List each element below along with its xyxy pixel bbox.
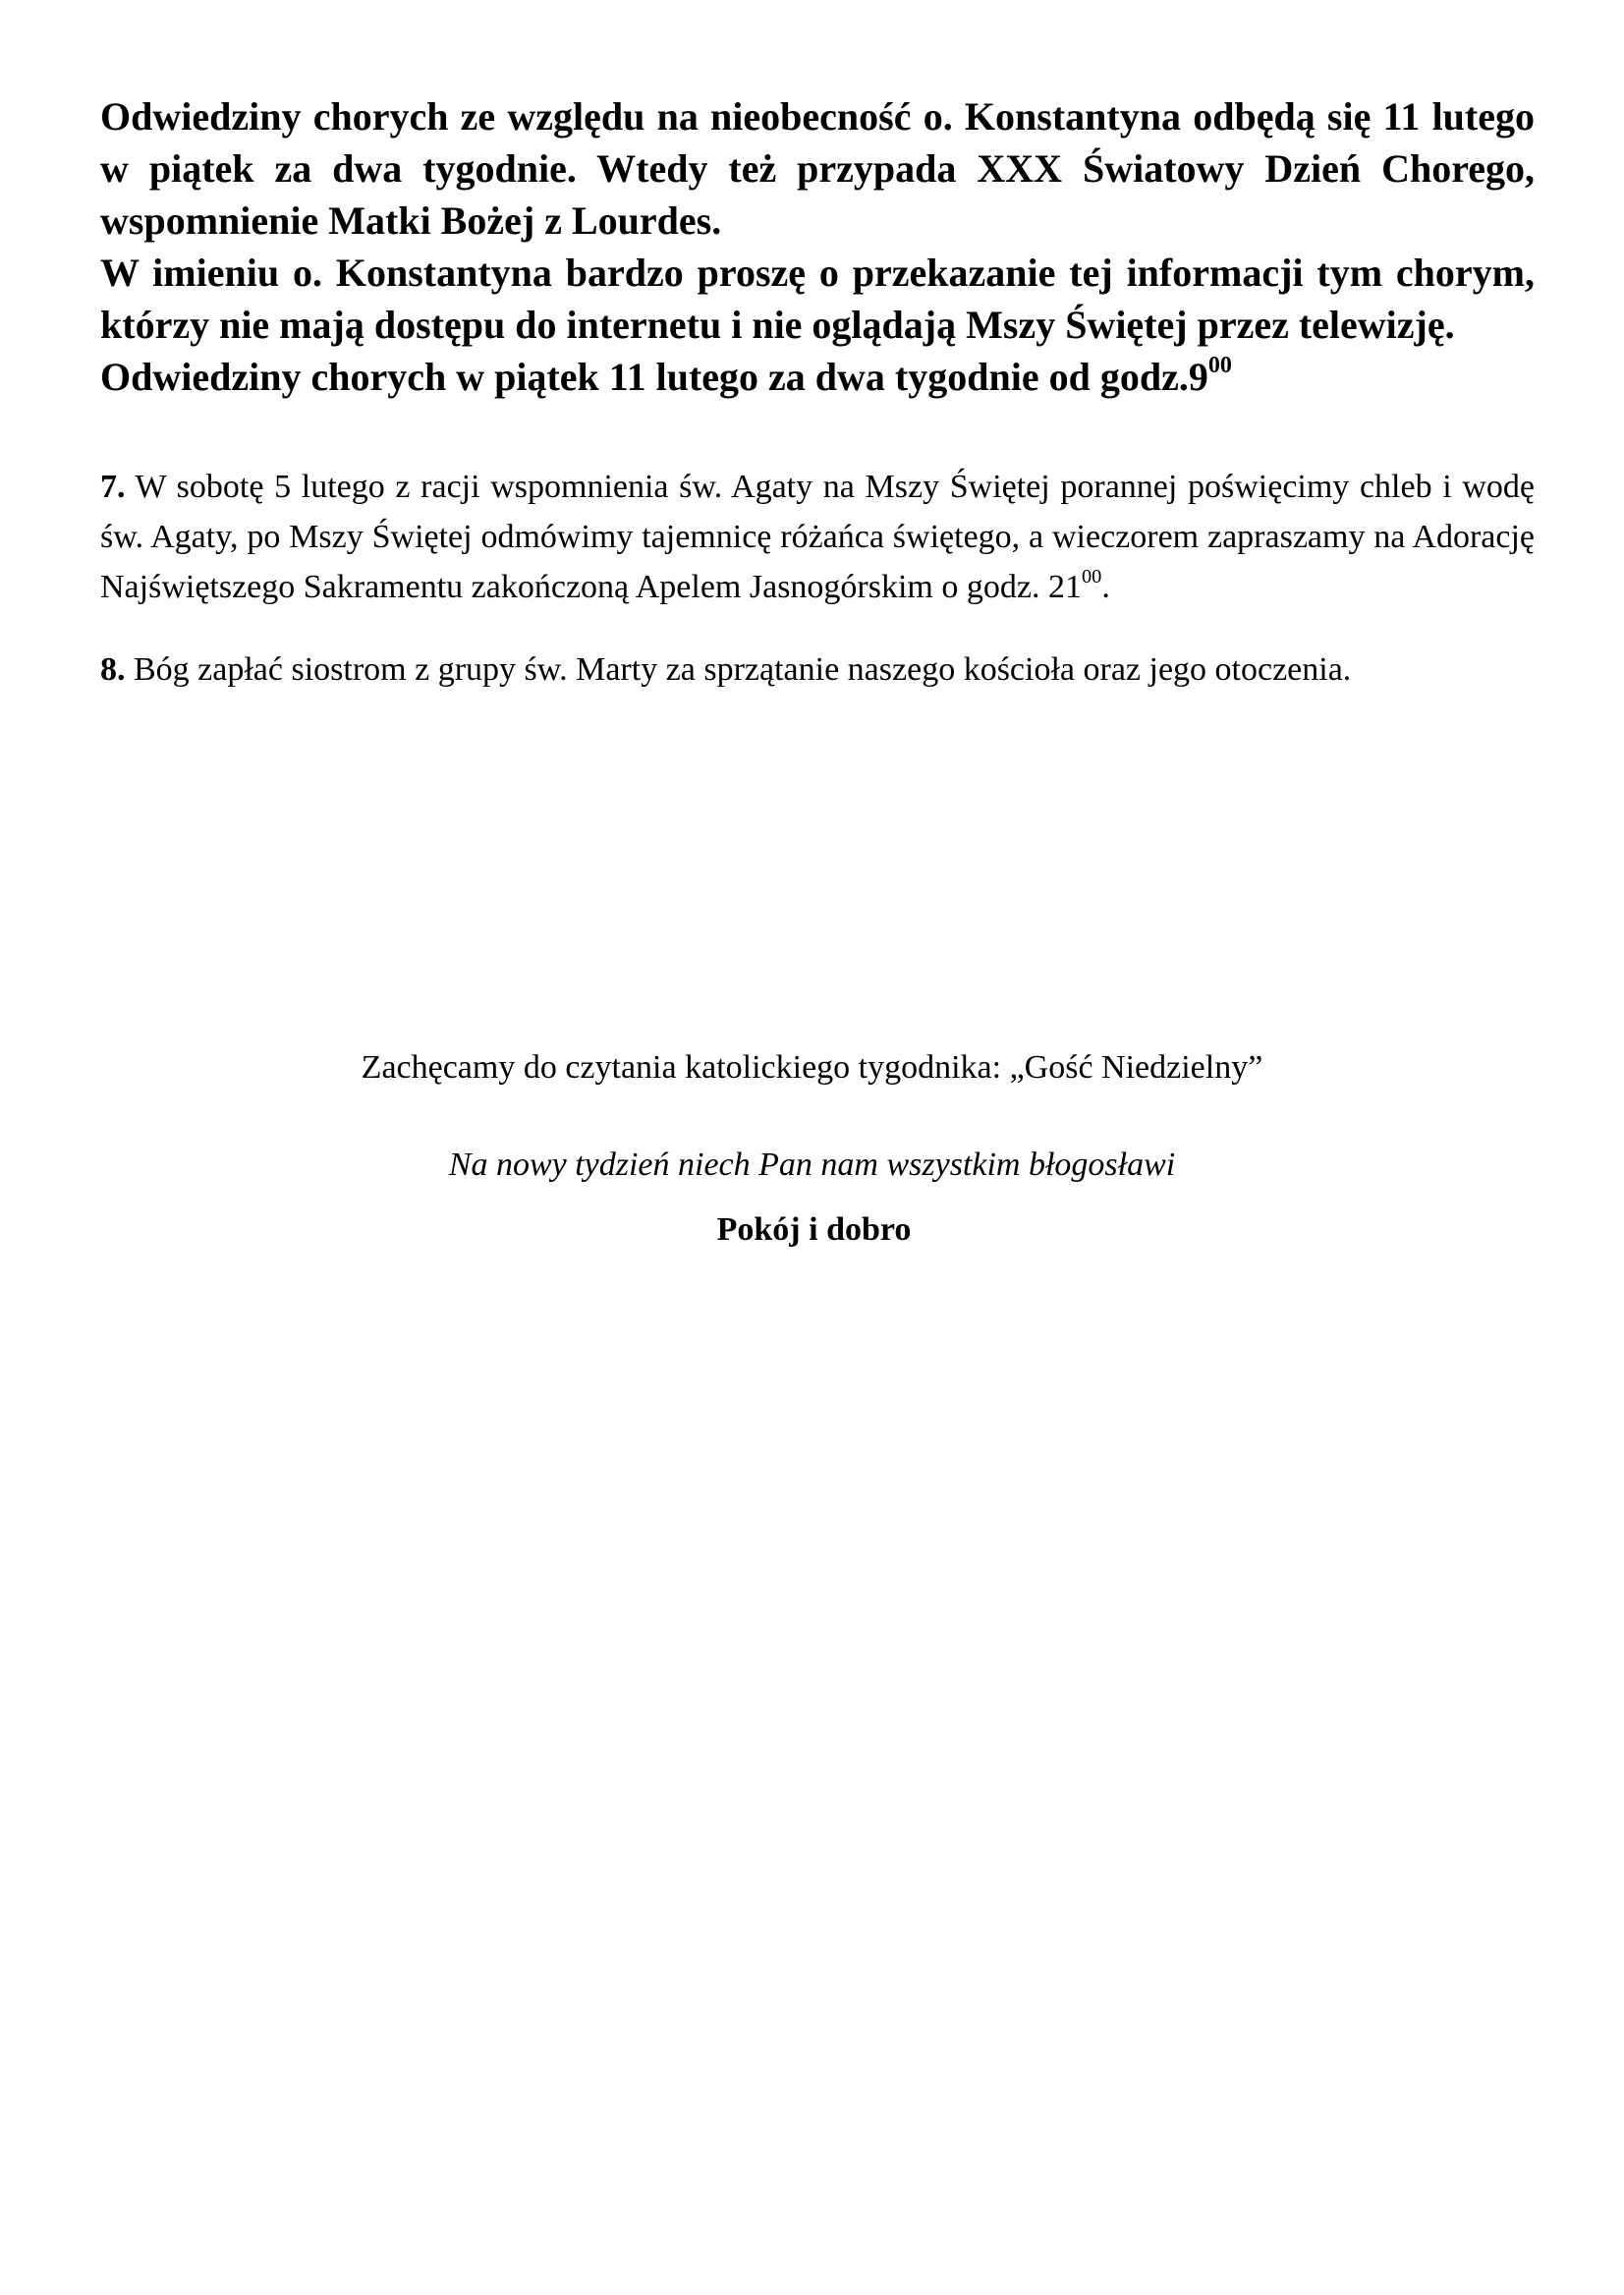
announcement-paragraph-1: Odwiedziny chorych ze względu na nieobecność o. Konstantyna odbędą się 11 lutego w piątek za dwa tygodnie. Wtedy też przypada XXX Światowy Dzień Chorego, wspomnienie Matki Bożej z Lourdes. bbox=[100, 94, 1535, 243]
announcement-item-8 bbox=[100, 644, 1535, 695]
item-number: 7. bbox=[100, 469, 126, 505]
weekly-blessing: Na nowy tydzień niech Pan nam wszystkim błogosławi bbox=[448, 1147, 1176, 1183]
announcement-item-7 bbox=[100, 462, 1535, 612]
item-hour-superscript: 00 bbox=[1081, 565, 1102, 588]
peace-and-good: Pokój i dobro bbox=[716, 1211, 912, 1248]
announcement-hour-superscript: 00 bbox=[1207, 353, 1232, 378]
announcement-paragraph-3-text: Odwiedziny chorych w piątek 11 lutego za dwa tygodnie od godz.9 bbox=[100, 355, 1208, 399]
item-text: W sobotę 5 lutego z racji wspomnienia św. Agaty na Mszy Świętej porannej poświęcimy chleb i wodę św. Agaty, po Mszy Świętej odmówimy tajemnicę różańca świętego, a wieczorem zapraszamy na Adorację Najświętszego Sakramentu zakończoną Apelem Jasnogórskim o godz. 21 bbox=[100, 469, 1535, 605]
announcement-paragraph-3 bbox=[100, 351, 1535, 403]
item-number: 8. bbox=[100, 651, 126, 688]
sick-visit-announcement bbox=[100, 90, 1535, 403]
reading-encouragement: Zachęcamy do czytania katolickiego tygodnika: „Gość Niedzielny” bbox=[361, 1049, 1263, 1086]
announcement-paragraph-2: W imieniu o. Konstantyna bardzo proszę o przekazanie tej informacji tym chorym, którzy nie mają dostępu do internetu i nie oglądają Mszy Świętej przez telewizję. bbox=[100, 251, 1535, 347]
document-content bbox=[100, 90, 1535, 695]
item-text-tail: . bbox=[1101, 569, 1110, 605]
item-text: Bóg zapłać siostrom z grupy św. Marty za sprzątanie naszego kościoła oraz jego otoczenia. bbox=[125, 651, 1352, 688]
